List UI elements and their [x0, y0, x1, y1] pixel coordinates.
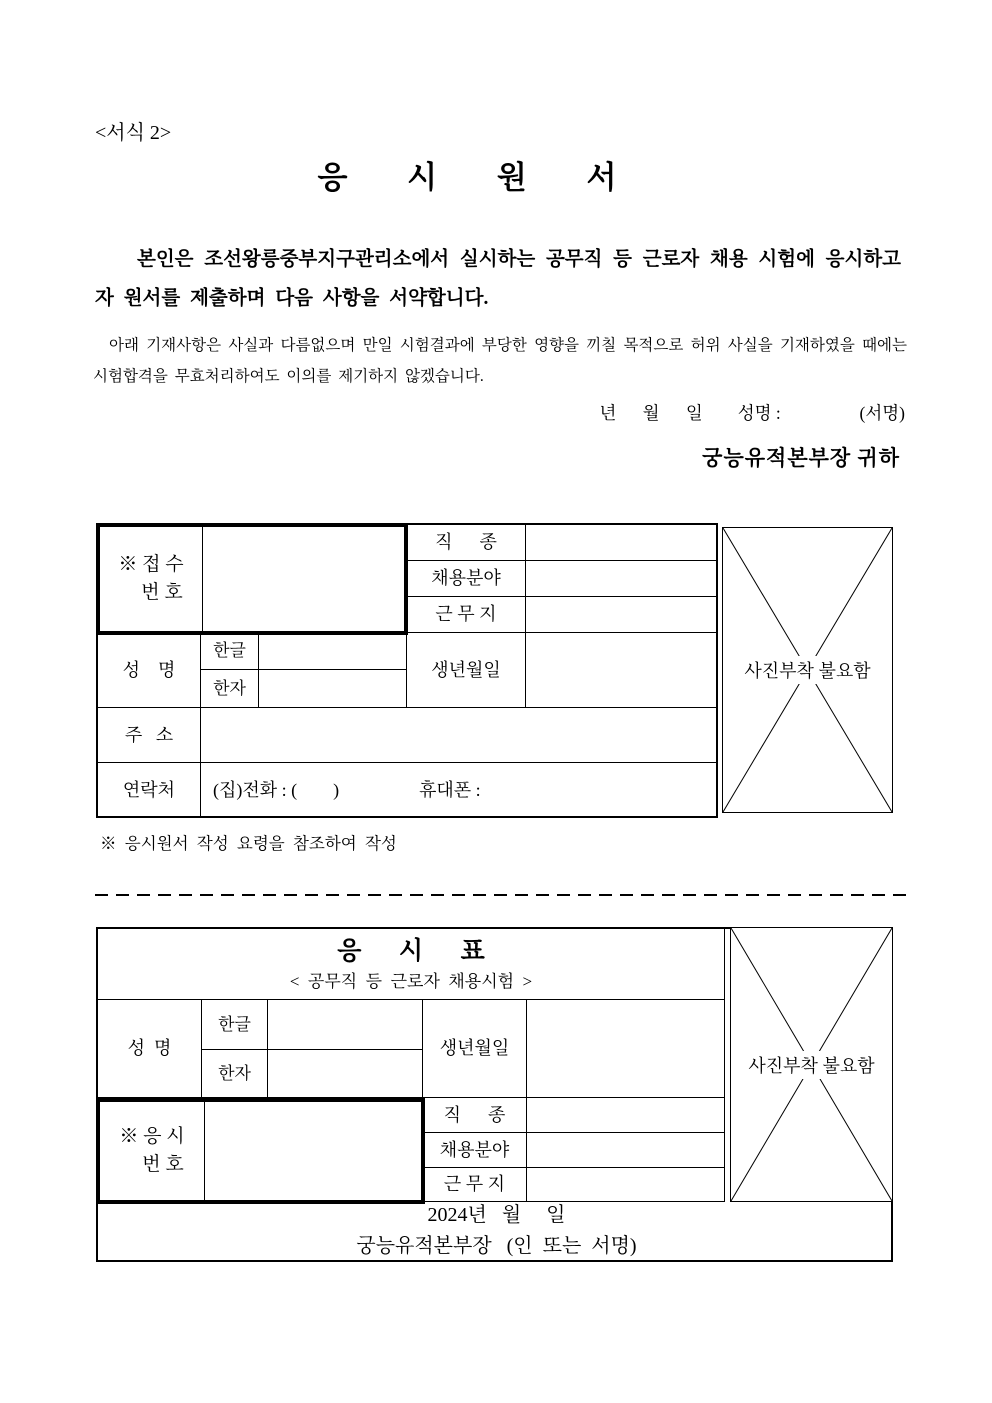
ticket-hangul-value [268, 1000, 423, 1050]
ticket-name-label: 성 명 [98, 1000, 202, 1098]
date-signature-line: 년 월 일 성명 : (서명) [599, 403, 905, 423]
ticket-hangul-label: 한글 [202, 1000, 268, 1050]
recruit-field-label: 채용분야 [407, 561, 526, 597]
ticket-work-place-label: 근 무 지 [423, 1168, 527, 1202]
contact-value [201, 763, 716, 818]
ticket-recruit-field-label: 채용분야 [423, 1133, 527, 1168]
pledge-paragraph: 본인은 조선왕릉중부지구관리소에서 실시하는 공무직 등 근로자 채용 시험에 응시하고자 원서를 제출하며 다음 사항을 서약합니다. [95, 249, 901, 309]
fill-note: ※ 응시원서 작성 요령을 참조하여 작성 [100, 834, 397, 853]
exam-ticket-table [96, 927, 893, 1262]
form-number-tag: <서식 2> [95, 122, 172, 144]
work-place-label: 근 무 지 [407, 597, 526, 633]
ticket-photo-note: 사진부착 불요함 [745, 1051, 877, 1079]
ticket-work-place-value [527, 1168, 725, 1202]
address-label: 주 소 [98, 708, 201, 763]
birth-label: 생년월일 [407, 633, 526, 708]
ticket-hanja-label: 한자 [202, 1050, 268, 1098]
hanja-value [259, 670, 407, 708]
hangul-label: 한글 [201, 633, 259, 670]
recruit-field-value [526, 561, 716, 597]
ticket-photo-box [730, 928, 892, 1202]
ticket-footer-sign: 궁능유적본부장 (인 또는 서명) [356, 1235, 637, 1257]
exam-number-value [205, 1102, 421, 1200]
address-value [201, 708, 716, 763]
exam-ticket-title: 응 시 표 [337, 937, 485, 965]
ticket-hanja-value [268, 1050, 423, 1098]
contact-mobile-phone: 휴대폰 : [419, 780, 481, 801]
receipt-number-box [96, 523, 408, 635]
contact-label: 연락처 [98, 763, 201, 818]
exam-number-label-line1: ※ 응 시 [119, 1125, 185, 1147]
contact-home-phone: (집)전화 : ( ) [213, 780, 340, 801]
receipt-number-label-line1: ※ 접 수 [118, 553, 184, 575]
name-label: 성 명 [98, 633, 201, 708]
photo-note: 사진부착 불요함 [741, 656, 873, 684]
exam-number-label-line2: 번 호 [142, 1154, 184, 1175]
ticket-recruit-field-value [527, 1133, 725, 1168]
addressee-line: 궁능유적본부장 귀하 [702, 446, 900, 470]
ticket-footer-date: 2024년 월 일 [427, 1204, 566, 1226]
ticket-job-type-label: 직 종 [423, 1098, 527, 1133]
photo-box [722, 527, 893, 813]
ticket-birth-label: 생년월일 [423, 1000, 527, 1098]
job-type-value [526, 525, 716, 561]
ticket-birth-value [527, 1000, 725, 1098]
page-title: 응 시 원 서 [317, 160, 643, 195]
exam-ticket-subtitle: < 공무직 등 근로자 채용시험 > [289, 972, 533, 991]
exam-number-box [96, 1098, 425, 1204]
ticket-job-type-value [527, 1098, 725, 1133]
exam-ticket-header [98, 929, 725, 1000]
job-type-label: 직 종 [407, 525, 526, 561]
receipt-number-label-line2: 번 호 [141, 582, 183, 603]
work-place-value [526, 597, 716, 633]
exam-number-label [100, 1102, 205, 1200]
ticket-footer [98, 1202, 895, 1260]
receipt-number-value [203, 527, 404, 631]
application-table [96, 523, 718, 818]
cut-line [95, 894, 907, 896]
receipt-number-label [100, 527, 203, 631]
birth-value [526, 633, 716, 708]
oath-paragraph: 아래 기재사항은 사실과 다름없으며 만일 시험결과에 부당한 영향을 끼칠 목적으로 허위 사실을 기재하였을 때에는 시험합격을 무효처리하여도 이의를 제기하지 않겠습니다. [93, 337, 907, 385]
hangul-value [259, 633, 407, 670]
hanja-label: 한자 [201, 670, 259, 708]
